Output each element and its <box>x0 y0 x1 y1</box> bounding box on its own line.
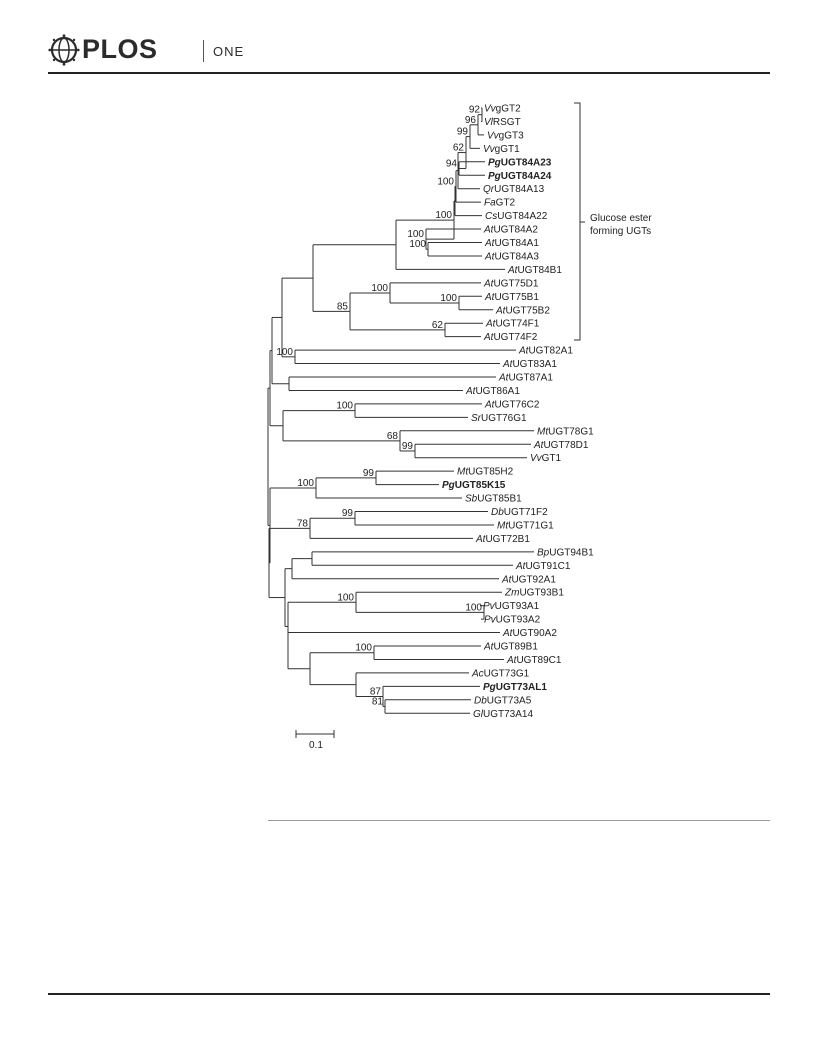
leaf-label: PvUGT93A2 <box>484 614 541 626</box>
leaf-label: CsUGT84A22 <box>485 211 548 223</box>
leaf-label: AtUGT75B2 <box>496 305 550 317</box>
bootstrap-value: 87 <box>369 686 381 698</box>
bootstrap-value: 92 <box>468 104 480 116</box>
bootstrap-value: 100 <box>437 176 454 188</box>
bootstrap-value: 100 <box>409 239 426 251</box>
leaf-label: PgUGT85K15 <box>442 480 506 492</box>
bootstrap-value: 100 <box>465 602 482 614</box>
leaf-label: MtUGT71G1 <box>497 520 554 532</box>
leaf-label: FaGT2 <box>484 197 516 209</box>
bootstrap-value: 99 <box>362 467 374 479</box>
footer-rule <box>48 993 770 995</box>
leaf-label: PgUGT84A24 <box>488 170 552 182</box>
leaf-label: AtUGT84B1 <box>508 264 562 276</box>
leaf-label: AtUGT86A1 <box>466 385 520 397</box>
bootstrap-value: 100 <box>276 346 293 358</box>
leaf-label: SrUGT76G1 <box>471 412 527 424</box>
leaf-label: AtUGT84A2 <box>484 224 538 236</box>
leaf-label: AtUGT92A1 <box>502 574 556 586</box>
leaf-label: AtUGT89C1 <box>507 654 562 666</box>
bootstrap-value: 100 <box>297 477 314 489</box>
leaf-label: AtUGT72B1 <box>476 533 530 545</box>
clade-bracket <box>574 103 585 340</box>
scale-bar-label: 0.1 <box>309 740 323 751</box>
bootstrap-value: 62 <box>452 142 464 154</box>
leaf-label: AtUGT89B1 <box>484 641 538 653</box>
leaf-label: AtUGT78D1 <box>534 439 589 451</box>
bootstrap-value: 100 <box>371 282 388 294</box>
leaf-label: DbUGT73A5 <box>474 695 532 707</box>
bootstrap-value: 100 <box>440 293 457 305</box>
leaf-label: AtUGT74F1 <box>486 318 540 330</box>
leaf-label: VvgGT3 <box>487 130 524 142</box>
bootstrap-value: 85 <box>336 301 348 313</box>
bootstrap-labels <box>276 105 482 708</box>
bootstrap-value: 78 <box>296 518 308 530</box>
bootstrap-value: 100 <box>337 592 354 604</box>
leaf-labels <box>442 104 594 720</box>
leaf-label: VvGT1 <box>530 453 562 465</box>
bootstrap-value: 96 <box>464 114 476 126</box>
bootstrap-value: 94 <box>445 158 457 170</box>
caption-rule <box>268 820 770 821</box>
bootstrap-value: 100 <box>435 210 452 222</box>
leaf-label: QrUGT84A13 <box>483 184 545 196</box>
leaf-label: MtUGT78G1 <box>537 426 594 438</box>
leaf-label: AtUGT82A1 <box>519 345 573 357</box>
leaf-label: PgUGT73AL1 <box>483 681 547 693</box>
leaf-label: AtUGT76C2 <box>485 399 540 411</box>
leaf-label: BpUGT94B1 <box>537 547 594 559</box>
leaf-label: GlUGT73A14 <box>473 708 534 720</box>
leaf-label: VlRSGT <box>484 116 521 128</box>
bootstrap-value: 100 <box>355 642 372 654</box>
bootstrap-value: 62 <box>431 319 443 331</box>
leaf-label: PgUGT84A23 <box>488 157 552 169</box>
scale-bar <box>296 730 334 738</box>
leaf-label: VvgGT1 <box>483 143 520 155</box>
leaf-label: ZmUGT93B1 <box>505 587 564 599</box>
bracket-label-line2: forming UGTs <box>590 226 652 237</box>
leaf-label: AtUGT87A1 <box>499 372 553 384</box>
bootstrap-value: 81 <box>371 696 383 708</box>
bootstrap-value: 100 <box>336 400 353 412</box>
leaf-label: AtUGT75B1 <box>485 291 539 303</box>
leaf-label: AtUGT91C1 <box>516 560 571 572</box>
leaf-label: AtUGT84A3 <box>485 251 539 263</box>
bootstrap-value: 99 <box>456 126 468 138</box>
bootstrap-value: 68 <box>386 430 398 442</box>
journal-logo-text: PLOS <box>82 34 158 64</box>
leaf-label: DbUGT71F2 <box>491 507 548 518</box>
leaf-label: AtUGT74F2 <box>484 332 538 344</box>
leaf-label: VvgGT2 <box>484 103 521 115</box>
leaf-label: AtUGT83A1 <box>503 359 557 371</box>
journal-name: ONE <box>213 44 245 59</box>
leaf-label: MtUGT85H2 <box>457 466 514 478</box>
leaf-label: AcUGT73G1 <box>472 668 530 680</box>
leaf-label: AtUGT75D1 <box>484 278 539 290</box>
leaf-label: AtUGT84A1 <box>485 238 539 249</box>
bootstrap-value: 99 <box>341 508 353 520</box>
bracket-label-line1: Glucose ester <box>590 213 652 224</box>
bootstrap-value: 99 <box>401 440 413 452</box>
leaf-label: AtUGT90A2 <box>503 628 557 640</box>
bootstrap-value: 100 <box>407 229 424 241</box>
leaf-label: PvUGT93A1 <box>483 601 540 613</box>
leaf-label: SbUGT85B1 <box>465 493 522 505</box>
